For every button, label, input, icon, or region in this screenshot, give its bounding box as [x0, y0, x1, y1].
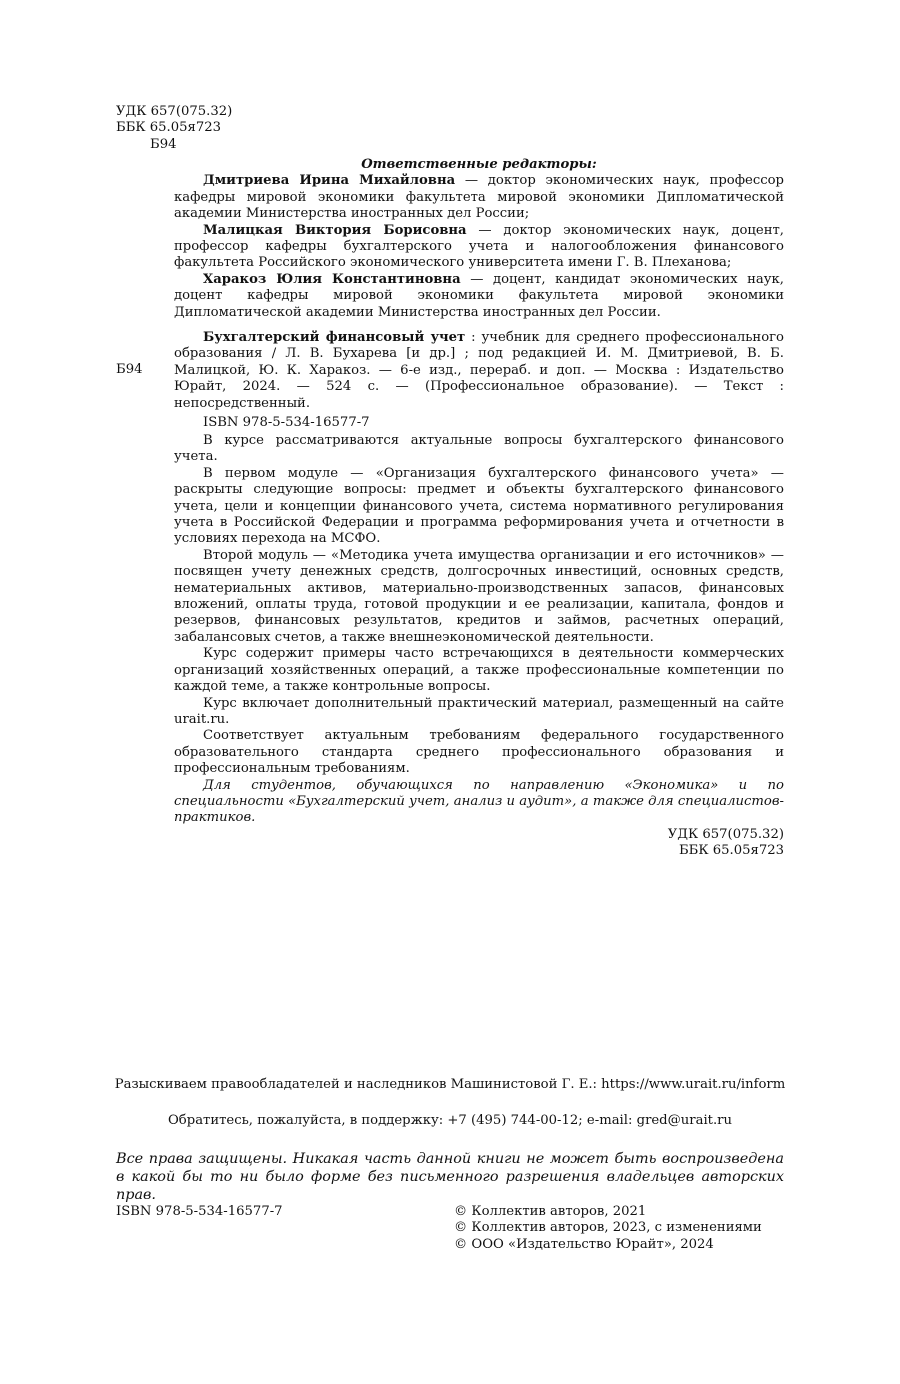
abstract-paragraph: Второй модуль — «Методика учета имущества организации и его источников» — посвящен учету денежных средств, долгосрочных инвестиций, основных средств, нематериальных активов, материально-производственных запасов, финансовых вложений, оплаты труда, готовой продукции и ее реализации, капитала, фондов и резервов, финансовых результатов, кредитов и займов, расчетных операций, забалансовых счетов, а также внешнеэкономической деятельности.: [174, 547, 784, 645]
bbk-code: ББК 65.05я723: [116, 120, 222, 136]
bib-rest: : учебник для среднего профессионального образования / Л. В. Бухарева [и др.] ; под редакцией И. М. Дмитриевой, В. Б. Малицкой, Ю. К. Харакоз. — 6-е изд., перераб. и доп. — Москва : Издательство Юрайт, 2024. — 524 с. — (Профессиональное образование). — Текст : непосредственный.: [174, 330, 784, 411]
bbk-code: ББК 65.05я723: [678, 843, 784, 859]
all-rights-reserved: Все права защищены. Никакая часть данной книги не может быть воспроизведена в какой бы то ни было форме без письменного разрешения владельцев авторских прав.: [116, 1151, 784, 1203]
editor-name: Дмитриева Ирина Михайловна: [203, 173, 456, 189]
editor-entry: [174, 272, 784, 321]
copyright-line: © Коллектив авторов, 2023, с изменениями: [454, 1220, 762, 1236]
audience-note: Для студентов, обучающихся по направлению «Экономика» и по специальности «Бухгалтерский учет, анализ и аудит», а также для специалистов-практиков.: [174, 777, 784, 826]
support-contacts: Обратитесь, пожалуйста, в поддержку: +7 (495) 744-00-12; e-mail: gred@urait.ru: [168, 1113, 732, 1128]
abstract-paragraph: Курс включает дополнительный практический материал, размещенный на сайте urait.ru.: [174, 695, 784, 727]
udk-code: УДК 657(075.32): [116, 104, 233, 119]
book-title: Бухгалтерский финансовый учет: [203, 330, 466, 345]
bibliographic-record: [174, 330, 784, 431]
abstract-paragraph: Курс содержит примеры часто встречающихся в деятельности коммерческих организаций хозяйственных операций, а также профессиональные компетенции по каждой теме, а также контрольные вопросы.: [174, 646, 784, 695]
editors-heading: Ответственные редакторы:: [361, 157, 597, 172]
abstract-paragraph: В первом модуле — «Организация бухгалтерского финансового учета» — раскрыты следующие вопросы: предмет и объекты бухгалтерского финансового учета, цели и концепции финансового учета, система нормативного регулирования учета в Российской Федерации и программа реформирования учета и отчетности в условиях перехода на МСФО.: [174, 465, 784, 547]
abstract-paragraph: Соответствует актуальным требованиям федерального государственного образовательного стандарта среднего профессионального образования и профессиональным требованиям.: [174, 728, 784, 777]
bib-mark: Б94: [116, 362, 143, 377]
copyright-line: © Коллектив авторов, 2021: [454, 1204, 647, 1219]
footer-isbn: ISBN 978-5-534-16577-7: [116, 1204, 283, 1219]
copyright-block: [454, 1204, 762, 1253]
author-mark: Б94: [150, 136, 177, 152]
copyright-line: © ООО «Издательство Юрайт», 2024: [454, 1236, 714, 1252]
bib-description: [174, 330, 784, 412]
editor-desc: — доктор экономических наук, доцент, профессор кафедры бухгалтерского учета и налогообложения финансового факультета Российского экономического университета имени Г. В. Плеханова;: [174, 222, 784, 271]
editor-name: Харакоз Юлия Константиновна: [203, 271, 461, 287]
header-codes: [116, 104, 232, 153]
udk-code: УДК 657(075.32): [667, 826, 784, 842]
bib-isbn: ISBN 978-5-534-16577-7: [203, 415, 370, 431]
editor-desc: — доцент, кандидат экономических наук, доцент кафедры мировой экономики факультета мировой экономики Дипломатической академии Министерства иностранных дел России.: [174, 271, 784, 320]
abstract-codes: [174, 827, 784, 860]
editor-desc: — доктор экономических наук, профессор кафедры мировой экономики факультета мировой экономики Дипломатической академии Министерства иностранных дел России;: [174, 173, 784, 222]
abstract-paragraph: В курсе рассматриваются актуальные вопросы бухгалтерского финансового учета.: [174, 433, 784, 465]
abstract-block: [174, 433, 784, 860]
editors-block: [174, 157, 784, 321]
editor-entry: [174, 223, 784, 272]
rights-search-note: Разыскиваем правообладателей и наследников Машинистовой Г. Е.: https://www.urait.ru/inform: [114, 1077, 786, 1092]
editor-entry: [174, 173, 784, 222]
editor-name: Малицкая Виктория Борисовна: [203, 222, 467, 238]
